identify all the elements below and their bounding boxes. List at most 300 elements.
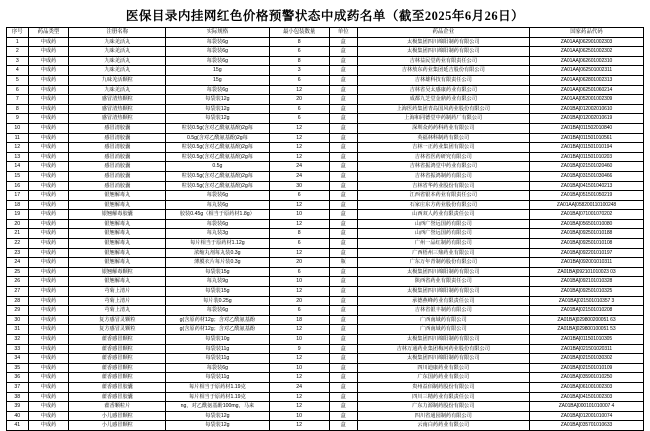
cell-index: 5 (7, 75, 29, 85)
cell-index: 15 (7, 171, 29, 181)
cell-min-package-qty: 10 (269, 210, 329, 220)
cell-unit: 盒 (329, 171, 357, 181)
table-row (7, 56, 644, 66)
cell-registered-name: 九味羌活丸 (69, 56, 166, 66)
cell-index: 30 (7, 315, 29, 325)
cell-unit: 盒 (329, 152, 357, 162)
cell-specification: 每袋装6g (166, 306, 269, 316)
cell-index: 36 (7, 373, 29, 383)
cell-specification: 每丸装6g (166, 200, 269, 210)
cell-drug-type: 中成药 (28, 37, 69, 47)
cell-min-package-qty: 12 (269, 373, 329, 383)
table-row (7, 47, 644, 57)
cell-drug-type: 中成药 (28, 411, 69, 421)
table-row (7, 114, 644, 124)
cell-registered-name: 银翘解毒胶囊 (69, 210, 166, 220)
cell-registered-name: 银翘解毒丸 (69, 239, 166, 249)
table-row (7, 162, 644, 172)
cell-manufacturer: 太极集团四川绵阳制药有限公司 (357, 354, 529, 364)
table-row (7, 354, 644, 364)
cell-min-package-qty: 6 (269, 191, 329, 201)
cell-min-package-qty: 10 (269, 277, 329, 287)
table-row (7, 315, 644, 325)
column-header-manufacturer: 药品企业 (357, 28, 529, 38)
cell-registered-name: 九味羌活丸 (69, 37, 166, 47)
cell-unit: 盒 (329, 181, 357, 191)
table-row (7, 37, 644, 47)
cell-drug-type: 中成药 (28, 392, 69, 402)
cell-index: 18 (7, 200, 29, 210)
cell-min-package-qty: 9 (269, 344, 329, 354)
cell-index: 26 (7, 277, 29, 287)
cell-registered-name: 感冒消胶囊 (69, 181, 166, 191)
cell-manufacturer: 吉林一正药业集团有限公司 (357, 143, 529, 153)
cell-index: 1 (7, 37, 29, 47)
cell-unit: 盒 (329, 143, 357, 153)
cell-specification: 0.5g (166, 162, 269, 172)
cell-index: 31 (7, 325, 29, 335)
cell-registered-name: 感冒消胶囊 (69, 171, 166, 181)
cell-min-package-qty: 6 (269, 114, 329, 124)
cell-index: 8 (7, 104, 29, 114)
cell-min-package-qty: 30 (269, 181, 329, 191)
cell-manufacturer: 陕西省药业有限责任公司 (357, 277, 529, 287)
cell-drug-type: 中成药 (28, 200, 69, 210)
cell-min-package-qty: 10 (269, 363, 329, 373)
cell-unit: 盒 (329, 382, 357, 392)
cell-registered-name: 芎菊上清丸 (69, 306, 166, 316)
cell-min-package-qty: 6 (269, 267, 329, 277)
cell-min-package-qty: 3 (269, 66, 329, 76)
cell-unit: 盒 (329, 114, 357, 124)
cell-min-package-qty: 8 (269, 37, 329, 47)
cell-national-code: ZA01BA]035701010633 (529, 421, 643, 431)
cell-national-code: ZA01BA]021501010357 3 (529, 296, 643, 306)
cell-registered-name: 藿香感冒颗粒 (69, 344, 166, 354)
cell-national-code: ZA01BA]035901010250 (529, 373, 643, 383)
cell-drug-type: 中成药 (28, 354, 69, 364)
cell-unit: 盒 (329, 85, 357, 95)
cell-unit: 盒 (329, 210, 357, 220)
cell-specification: 粒装0.5g(含对乙酰氨基酚)2g每 (166, 171, 269, 181)
cell-registered-name: 藿香颗粒片 (69, 402, 166, 412)
cell-registered-name: 藿香感冒颗粒 (69, 335, 166, 345)
cell-min-package-qty: 12 (269, 152, 329, 162)
cell-manufacturer: 太极集团四川绵阳制药有限公司 (357, 335, 529, 345)
cell-index: 25 (7, 267, 29, 277)
cell-specification: 每袋装6g (166, 85, 269, 95)
cell-index: 29 (7, 306, 29, 316)
cell-specification: ng，对乙酰氨基酚100mg，马来 (166, 402, 269, 412)
cell-national-code: ZA01BA]092501010188 (529, 229, 643, 239)
cell-min-package-qty: 18 (269, 315, 329, 325)
cell-manufacturer: 太极集团四川绵阳制药有限公司 (357, 47, 529, 57)
cell-registered-name: 九味羌活颗粒 (69, 75, 166, 85)
table-row (7, 277, 644, 287)
cell-unit: 盒 (329, 392, 357, 402)
cell-unit: 盒 (329, 315, 357, 325)
cell-drug-type: 中成药 (28, 335, 69, 345)
cell-index: 22 (7, 239, 29, 249)
cell-manufacturer: 四川三精药业有限责任公司 (357, 392, 529, 402)
cell-index: 16 (7, 181, 29, 191)
cell-specification: 每袋装6g (166, 56, 269, 66)
cell-min-package-qty: 12 (269, 143, 329, 153)
cell-manufacturer: 山西广誉远国药有限公司 (357, 229, 529, 239)
table-row (7, 123, 644, 133)
cell-min-package-qty: 24 (269, 382, 329, 392)
cell-manufacturer: 江西省银本药业有限责任公司 (357, 191, 529, 201)
cell-index: 4 (7, 66, 29, 76)
cell-index: 17 (7, 191, 29, 201)
cell-drug-type: 中成药 (28, 258, 69, 268)
cell-index: 37 (7, 382, 29, 392)
table-row (7, 181, 644, 191)
table-row (7, 75, 644, 85)
cell-drug-type: 中成药 (28, 325, 69, 335)
cell-specification: 粒装0.5g(含对乙酰氨基酚)2g每 (166, 152, 269, 162)
cell-registered-name: 九味羌活丸 (69, 66, 166, 76)
cell-manufacturer: 广东万年青制药股份有限公司 (357, 258, 529, 268)
cell-registered-name: 九味羌活丸 (69, 47, 166, 57)
cell-national-code: ZA01BA]092101010328 (529, 277, 643, 287)
cell-manufacturer: 广西南域药有限公司 (357, 315, 529, 325)
cell-specification: 每袋装12g (166, 421, 269, 431)
table-row (7, 66, 644, 76)
cell-manufacturer: 吉林省银丰制药有限公司 (357, 306, 529, 316)
cell-national-code: ZA01BA]011501010305 (529, 335, 643, 345)
cell-drug-type: 中成药 (28, 210, 69, 220)
cell-registered-name: 藿香感冒颗粒 (69, 363, 166, 373)
cell-manufacturer: 广西南域药有限公司 (357, 325, 529, 335)
cell-specification: 浓缩丸剂每丸装0.3g (166, 248, 269, 258)
cell-min-package-qty: 20 (269, 95, 329, 105)
cell-national-code: ZA01BA]011502010840 (529, 123, 643, 133)
cell-manufacturer: 吉林敖东药业集团延吉股份有限公司 (357, 66, 529, 76)
cell-min-package-qty: 24 (269, 171, 329, 181)
cell-manufacturer: 成都九芝堂金鼎药业有限公司 (357, 95, 529, 105)
cell-registered-name: 九味羌活丸 (69, 85, 166, 95)
cell-unit: 盒 (329, 411, 357, 421)
cell-drug-type: 中成药 (28, 104, 69, 114)
cell-manufacturer: 吉林省振鸿制药有限公司 (357, 171, 529, 181)
cell-min-package-qty: 8 (269, 56, 329, 66)
cell-drug-type: 中成药 (28, 133, 69, 143)
cell-specification: 每袋装10g (166, 335, 269, 345)
cell-registered-name: 感冒消胶囊 (69, 162, 166, 172)
cell-drug-type: 中成药 (28, 315, 69, 325)
column-header-national-code: 国家药品代码 (529, 28, 643, 38)
table-row (7, 411, 644, 421)
cell-national-code: ZA01BA]029800200051 63 (529, 315, 643, 325)
cell-registered-name: 小儿感冒颗粒 (69, 411, 166, 421)
cell-registered-name: 芎菊上清片 (69, 287, 166, 297)
cell-national-code: ZA01BA]021501010109 (529, 363, 643, 373)
cell-specification: 薄膜衣片每片装0.3g (166, 258, 269, 268)
cell-registered-name: 藿香感冒颗粒 (69, 354, 166, 364)
table-row (7, 191, 644, 201)
cell-registered-name: 小儿感冒颗粒 (69, 421, 166, 431)
cell-drug-type: 中成药 (28, 114, 69, 124)
table-row (7, 421, 644, 431)
cell-unit: 盒 (329, 402, 357, 412)
table-row (7, 171, 644, 181)
cell-specification: 每袋装11g (166, 354, 269, 364)
cell-min-package-qty: 12 (269, 248, 329, 258)
cell-unit: 盒 (329, 306, 357, 316)
cell-manufacturer: 上海医药集团青岛国风药业股份有限公司 (357, 104, 529, 114)
cell-unit: 盒 (329, 56, 357, 66)
cell-registered-name: 银翘解毒颗粒 (69, 267, 166, 277)
cell-drug-type: 中成药 (28, 162, 69, 172)
cell-national-code: ZA01BA]092001010311 (529, 258, 643, 268)
cell-national-code: ZA01BA]041501040213 (529, 181, 643, 191)
cell-index: 23 (7, 248, 29, 258)
cell-drug-type: 中成药 (28, 56, 69, 66)
table-row (7, 85, 644, 95)
cell-index: 7 (7, 95, 29, 105)
cell-min-package-qty: 20 (269, 258, 329, 268)
cell-manufacturer: 深圳众药药科药业有限公司 (357, 123, 529, 133)
cell-registered-name: 藿香感冒胶囊 (69, 392, 166, 402)
cell-specification: 每片相当于原药材1.19克 (166, 382, 269, 392)
table-row (7, 248, 644, 258)
cell-specification: 每袋装6g (166, 219, 269, 229)
cell-unit: 盒 (329, 296, 357, 306)
cell-specification: 每袋装12g (166, 411, 269, 421)
table-row (7, 133, 644, 143)
table-row (7, 152, 644, 162)
cell-registered-name: 银翘解毒丸 (69, 258, 166, 268)
cell-national-code: ZA01AA]062501002302 (529, 47, 643, 57)
table-row (7, 229, 644, 239)
cell-national-code: ZA01AA]058200110100248 (529, 200, 643, 210)
cell-national-code: ZA01BA]092201010197 (529, 248, 643, 258)
cell-specification: 粒装0.5g(含对乙酰氨基酚)2g每 (166, 123, 269, 133)
cell-drug-type: 中成药 (28, 219, 69, 229)
cell-manufacturer: 广东力源制药股份有限公司 (357, 402, 529, 412)
table-row (7, 200, 644, 210)
cell-national-code: ZA01BA]012002010610 (529, 104, 643, 114)
cell-registered-name: 银翘解毒丸 (69, 191, 166, 201)
cell-unit: 盒 (329, 162, 357, 172)
cell-registered-name: 藿香感冒颗粒 (69, 373, 166, 383)
cell-registered-name: 藿香感冒胶囊 (69, 382, 166, 392)
cell-specification: 粒装0.5g(含对乙酰氨基酚)2g每 (166, 181, 269, 191)
cell-specification: 0.5g(含对乙酰氨基酚)2g每 (166, 133, 269, 143)
cell-manufacturer: 吉林省吴太感康药业有限公司 (357, 85, 529, 95)
cell-national-code: ZA01BA]011501010561 (529, 133, 643, 143)
cell-specification: 每袋装12g (166, 104, 269, 114)
column-header-specification: 实际规格 (166, 28, 269, 38)
cell-national-code: ZA01BA]051501050219 (529, 191, 643, 201)
cell-index: 20 (7, 219, 29, 229)
cell-manufacturer: 吉林万通药业集团梅河药业股份有限公司 (357, 344, 529, 354)
cell-specification: 每袋装11g (166, 344, 269, 354)
cell-national-code: ZA01BA]056501010080 (529, 219, 643, 229)
cell-unit: 盒 (329, 95, 357, 105)
cell-manufacturer: 贵州益佰制药股份有限公司 (357, 382, 529, 392)
cell-drug-type: 中成药 (28, 191, 69, 201)
cell-manufacturer: 四川迪康药业有限公司 (357, 363, 529, 373)
cell-manufacturer: 承德燕峰药业有限责任公司 (357, 296, 529, 306)
cell-unit: 盒 (329, 354, 357, 364)
cell-specification: 粒装0.5g(含对乙酰氨基酚)2g每 (166, 143, 269, 153)
cell-drug-type: 中成药 (28, 402, 69, 412)
cell-min-package-qty: 12 (269, 287, 329, 297)
cell-registered-name: 银翘解毒丸 (69, 277, 166, 287)
cell-national-code: ZA01BA]092501010108 (529, 239, 643, 249)
cell-national-code: ZA01BA]071001070202 (529, 210, 643, 220)
cell-unit: 盒 (329, 229, 357, 239)
cell-manufacturer: 广东国药药业有限公司 (357, 373, 529, 383)
table-header-row (7, 28, 644, 38)
cell-drug-type: 中成药 (28, 373, 69, 383)
cell-drug-type: 中成药 (28, 229, 69, 239)
cell-drug-type: 中成药 (28, 47, 69, 57)
cell-specification: 胶装0.45g（相当于原药材1.8g） (166, 210, 269, 220)
drug-list-table (6, 27, 644, 431)
cell-unit: 盒 (329, 66, 357, 76)
cell-index: 35 (7, 363, 29, 373)
cell-drug-type: 中成药 (28, 277, 69, 287)
table-row (7, 143, 644, 153)
cell-index: 13 (7, 152, 29, 162)
cell-manufacturer: 吉林省华药业股份有限公司 (357, 181, 529, 191)
cell-manufacturer: 山西广誉远国药有限公司 (357, 219, 529, 229)
cell-registered-name: 复方感冒灵颗粒 (69, 315, 166, 325)
cell-specification: 每袋装12g (166, 95, 269, 105)
cell-unit: 盒 (329, 123, 357, 133)
cell-registered-name: 感冒清胶囊 (69, 133, 166, 143)
cell-unit: 盒 (329, 335, 357, 345)
cell-min-package-qty: 10 (269, 411, 329, 421)
cell-drug-type: 中成药 (28, 267, 69, 277)
cell-national-code: ZA01BA]061001002303 (529, 382, 643, 392)
cell-unit: 盒 (329, 37, 357, 47)
table-row (7, 363, 644, 373)
cell-specification: 每袋装6g (166, 363, 269, 373)
table-row (7, 258, 644, 268)
cell-min-package-qty: 6 (269, 47, 329, 57)
cell-drug-type: 中成药 (28, 171, 69, 181)
cell-registered-name: 银翘解毒丸 (69, 248, 166, 258)
cell-specification: 每片相当于原药材1.12g (166, 239, 269, 249)
cell-min-package-qty: 12 (269, 354, 329, 364)
cell-registered-name: 银翘解毒丸 (69, 229, 166, 239)
table-row (7, 267, 644, 277)
column-header-unit: 单位 (329, 28, 357, 38)
page-title: 医保目录内挂网红色价格预警状态中成药名单（截至2025年6月26日） (125, 9, 525, 23)
table-row (7, 104, 644, 114)
cell-national-code: ZA01BA]012001010074 (529, 411, 643, 421)
cell-national-code: ZA01AA]062501002311 (529, 66, 643, 76)
cell-index: 32 (7, 335, 29, 345)
table-row (7, 219, 644, 229)
cell-specification: 每袋装6g (166, 37, 269, 47)
cell-registered-name: 银翘解毒丸 (69, 200, 166, 210)
cell-specification: 15g (166, 66, 269, 76)
cell-national-code: ZA01BA]021501020460 (529, 162, 643, 172)
cell-manufacturer: 四川省通园制药有限公司 (357, 411, 529, 421)
cell-unit: 盒 (329, 373, 357, 383)
cell-manufacturer: 太极集团四川绵阳制药有限公司 (357, 37, 529, 47)
cell-drug-type: 中成药 (28, 95, 69, 105)
cell-index: 11 (7, 133, 29, 143)
cell-index: 27 (7, 287, 29, 297)
cell-manufacturer: 吉林益民堂药业有限责任公司 (357, 56, 529, 66)
cell-unit: 盒 (329, 219, 357, 229)
cell-unit: 盒 (329, 239, 357, 249)
column-header-index: 序号 (7, 28, 29, 38)
cell-specification: 每袋装15g (166, 267, 269, 277)
cell-national-code: ZA01BA]031501030466 (529, 171, 643, 181)
cell-national-code: ZA01BA]029800100051 53 (529, 325, 643, 335)
cell-registered-name: 复方感冒灵颗粒 (69, 325, 166, 335)
cell-drug-type: 中成药 (28, 344, 69, 354)
cell-national-code: ZA01BA]041501002303 (529, 392, 643, 402)
cell-specification: 每袋装15g (166, 287, 269, 297)
cell-specification: g(含原药材12g；含对乙酰氨基酚 (166, 325, 269, 335)
cell-manufacturer: 广州一品红制药有限公司 (357, 239, 529, 249)
table-row (7, 382, 644, 392)
cell-specification: 每袋装12g (166, 114, 269, 124)
cell-manufacturer: 吉林省振鸿堂中药业有限公司 (357, 162, 529, 172)
cell-specification: 每片相当于原药材1.19克 (166, 392, 269, 402)
cell-min-package-qty: 12 (269, 133, 329, 143)
cell-specification: 每片装0.25g (166, 296, 269, 306)
cell-index: 9 (7, 114, 29, 124)
cell-national-code: ZA01AA]062901002303 (529, 37, 643, 47)
cell-min-package-qty: 12 (269, 123, 329, 133)
cell-min-package-qty: 12 (269, 402, 329, 412)
cell-registered-name: 感冒清胶囊 (69, 143, 166, 153)
cell-national-code: ZA01AA]062601002310 (529, 56, 643, 66)
cell-national-code: ZA01BA]000101010007 4 (529, 402, 643, 412)
cell-drug-type: 中成药 (28, 152, 69, 162)
cell-registered-name: 银翘解毒丸 (69, 219, 166, 229)
table-row (7, 210, 644, 220)
cell-manufacturer: 石家庄东方药业股份有限公司 (357, 200, 529, 210)
column-header-registered-name: 注册名称 (69, 28, 166, 38)
table-row (7, 344, 644, 354)
cell-national-code: ZA01BA]021501020311 (529, 344, 643, 354)
column-header-drug-type: 药品类型 (28, 28, 69, 38)
cell-min-package-qty: 6 (269, 239, 329, 249)
cell-unit: 盒 (329, 325, 357, 335)
cell-registered-name: 感冒清胶囊 (69, 123, 166, 133)
cell-index: 12 (7, 143, 29, 153)
cell-manufacturer: 云南白药药业有限公司 (357, 421, 529, 431)
cell-drug-type: 中成药 (28, 123, 69, 133)
cell-unit: 盒 (329, 191, 357, 201)
cell-specification: 每丸装3g (166, 229, 269, 239)
cell-unit: 盒 (329, 363, 357, 373)
cell-specification: 每袋装6g (166, 47, 269, 57)
cell-specification: 每袋装11g (166, 373, 269, 383)
cell-national-code: ZA01BA]021501010208 (529, 306, 643, 316)
cell-national-code: ZA01BA]092501010325 (529, 287, 643, 297)
cell-min-package-qty: 6 (269, 75, 329, 85)
cell-unit: 盒 (329, 421, 357, 431)
cell-unit: 瓶 (329, 258, 357, 268)
cell-manufacturer: 吉林省医药研究有限公司 (357, 152, 529, 162)
cell-index: 2 (7, 47, 29, 57)
cell-unit: 盒 (329, 75, 357, 85)
cell-specification: 每袋装6g (166, 191, 269, 201)
cell-index: 39 (7, 402, 29, 412)
table-row (7, 392, 644, 402)
